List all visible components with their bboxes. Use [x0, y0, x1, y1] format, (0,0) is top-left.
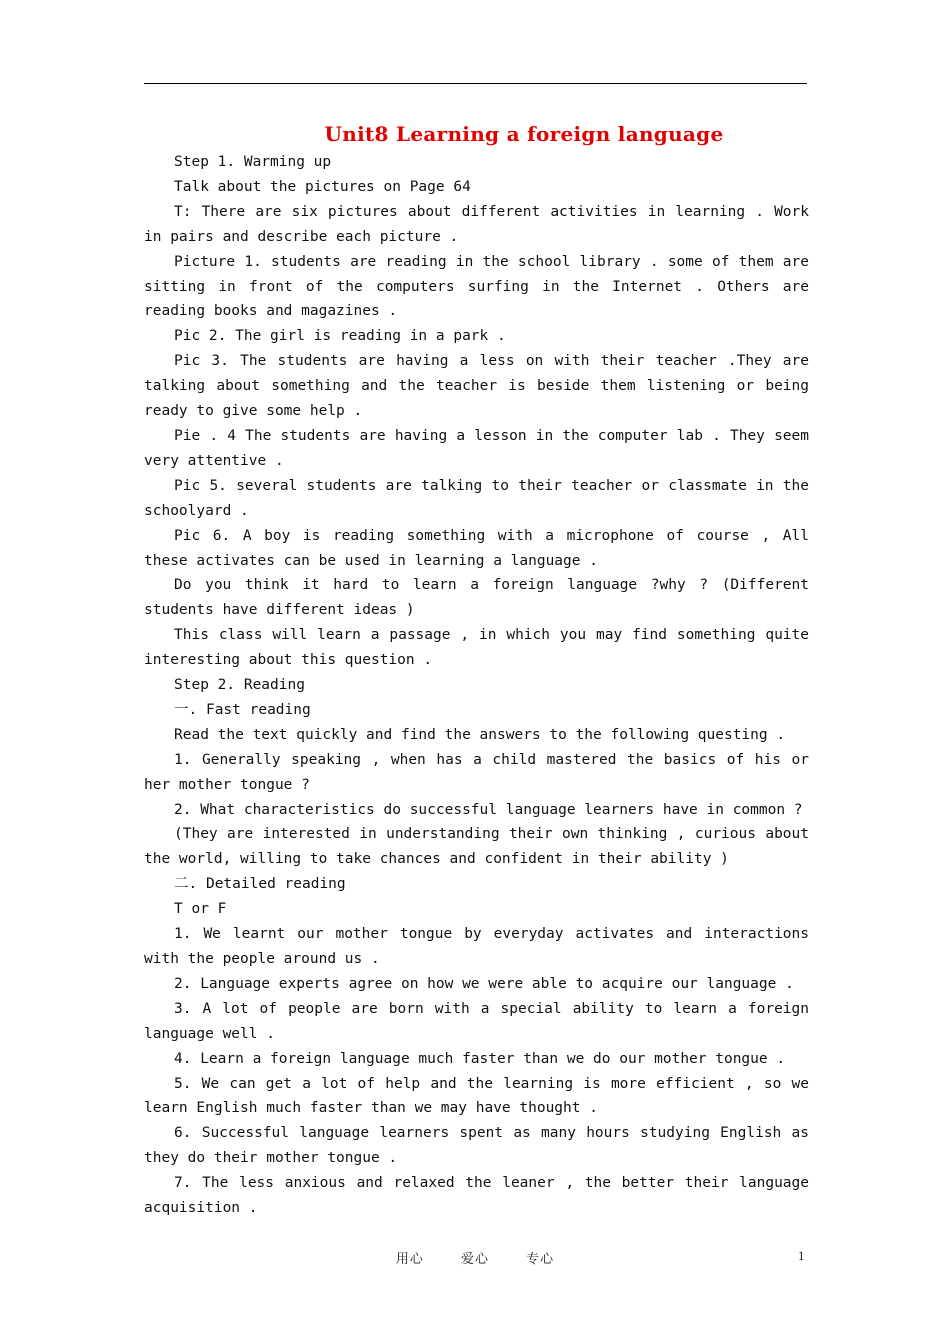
paragraph: T: There are six pictures about different activities in learning . Work in pairs and describe each picture .	[144, 203, 809, 245]
paragraph: 2. Language experts agree on how we were able to acquire our language .	[174, 975, 794, 992]
paragraph: Step 1. Warming up	[174, 154, 332, 170]
paragraph: T or F	[174, 901, 227, 918]
paragraph: 一. Fast reading	[174, 701, 311, 718]
paragraph: Pic 3. The students are having a less on with their teacher .They are talking about something and the teacher is beside them listening or being ready to give some help .	[144, 353, 809, 420]
paragraph: Step 2. Reading	[174, 677, 305, 694]
paragraph: Pic 2. The girl is reading in a park .	[174, 328, 506, 345]
header-rule	[144, 83, 807, 84]
paragraph: This class will learn a passage , in which you may find something quite interesting about this question .	[144, 627, 809, 669]
paragraph: 5. We can get a lot of help and the learning is more efficient , so we learn English much faster than we may have thought .	[144, 1075, 809, 1117]
paragraph: 2. What characteristics do successful language learners have in common ?	[174, 801, 803, 818]
paragraph: Read the text quickly and find the answers to the following questing .	[174, 726, 786, 743]
page-number: 1	[798, 1248, 805, 1263]
paragraph: Pie . 4 The students are having a lesson in the computer lab . They seem very attentive .	[144, 427, 809, 469]
paragraph: Picture 1. students are reading in the school library . some of them are sitting in front of the computers surfing in the Internet . Others are reading books and magazines .	[144, 253, 809, 320]
paragraph: 1. Generally speaking , when has a child mastered the basics of his or her mother tongue ?	[144, 751, 809, 793]
paragraph: 6. Successful language learners spent as many hours studying English as they do their mother tongue .	[144, 1125, 809, 1167]
footer-text-middle: 爱心	[460, 1252, 489, 1267]
document-title: Unit8 Learning a foreign language	[324, 122, 724, 146]
document-body	[144, 150, 809, 1221]
paragraph: 7. The less anxious and relaxed the leaner , the better their language acquisition .	[144, 1175, 809, 1217]
footer-text-left: 用心	[395, 1252, 424, 1267]
paragraph: 二. Detailed reading	[174, 876, 346, 893]
paragraph: 1. We learnt our mother tongue by everyday activates and interactions with the people around us .	[144, 926, 809, 967]
footer-text-right: 专心	[526, 1252, 555, 1267]
paragraph: Talk about the pictures on Page 64	[174, 178, 471, 195]
paragraph: (They are interested in understanding their own thinking , curious about the world, willing to take chances and confident in their ability )	[144, 826, 809, 868]
footer-motto	[0, 1248, 950, 1267]
paragraph: Do you think it hard to learn a foreign language ?why ? (Different students have different ideas )	[144, 577, 809, 619]
paragraph: 3. A lot of people are born with a special ability to learn a foreign language well .	[144, 1000, 809, 1042]
paragraph: Pic 6. A boy is reading something with a microphone of course , All these activates can be used in learning a language .	[144, 527, 809, 569]
paragraph: 4. Learn a foreign language much faster than we do our mother tongue .	[174, 1050, 786, 1067]
paragraph: Pic 5. several students are talking to their teacher or classmate in the schoolyard .	[144, 477, 809, 519]
